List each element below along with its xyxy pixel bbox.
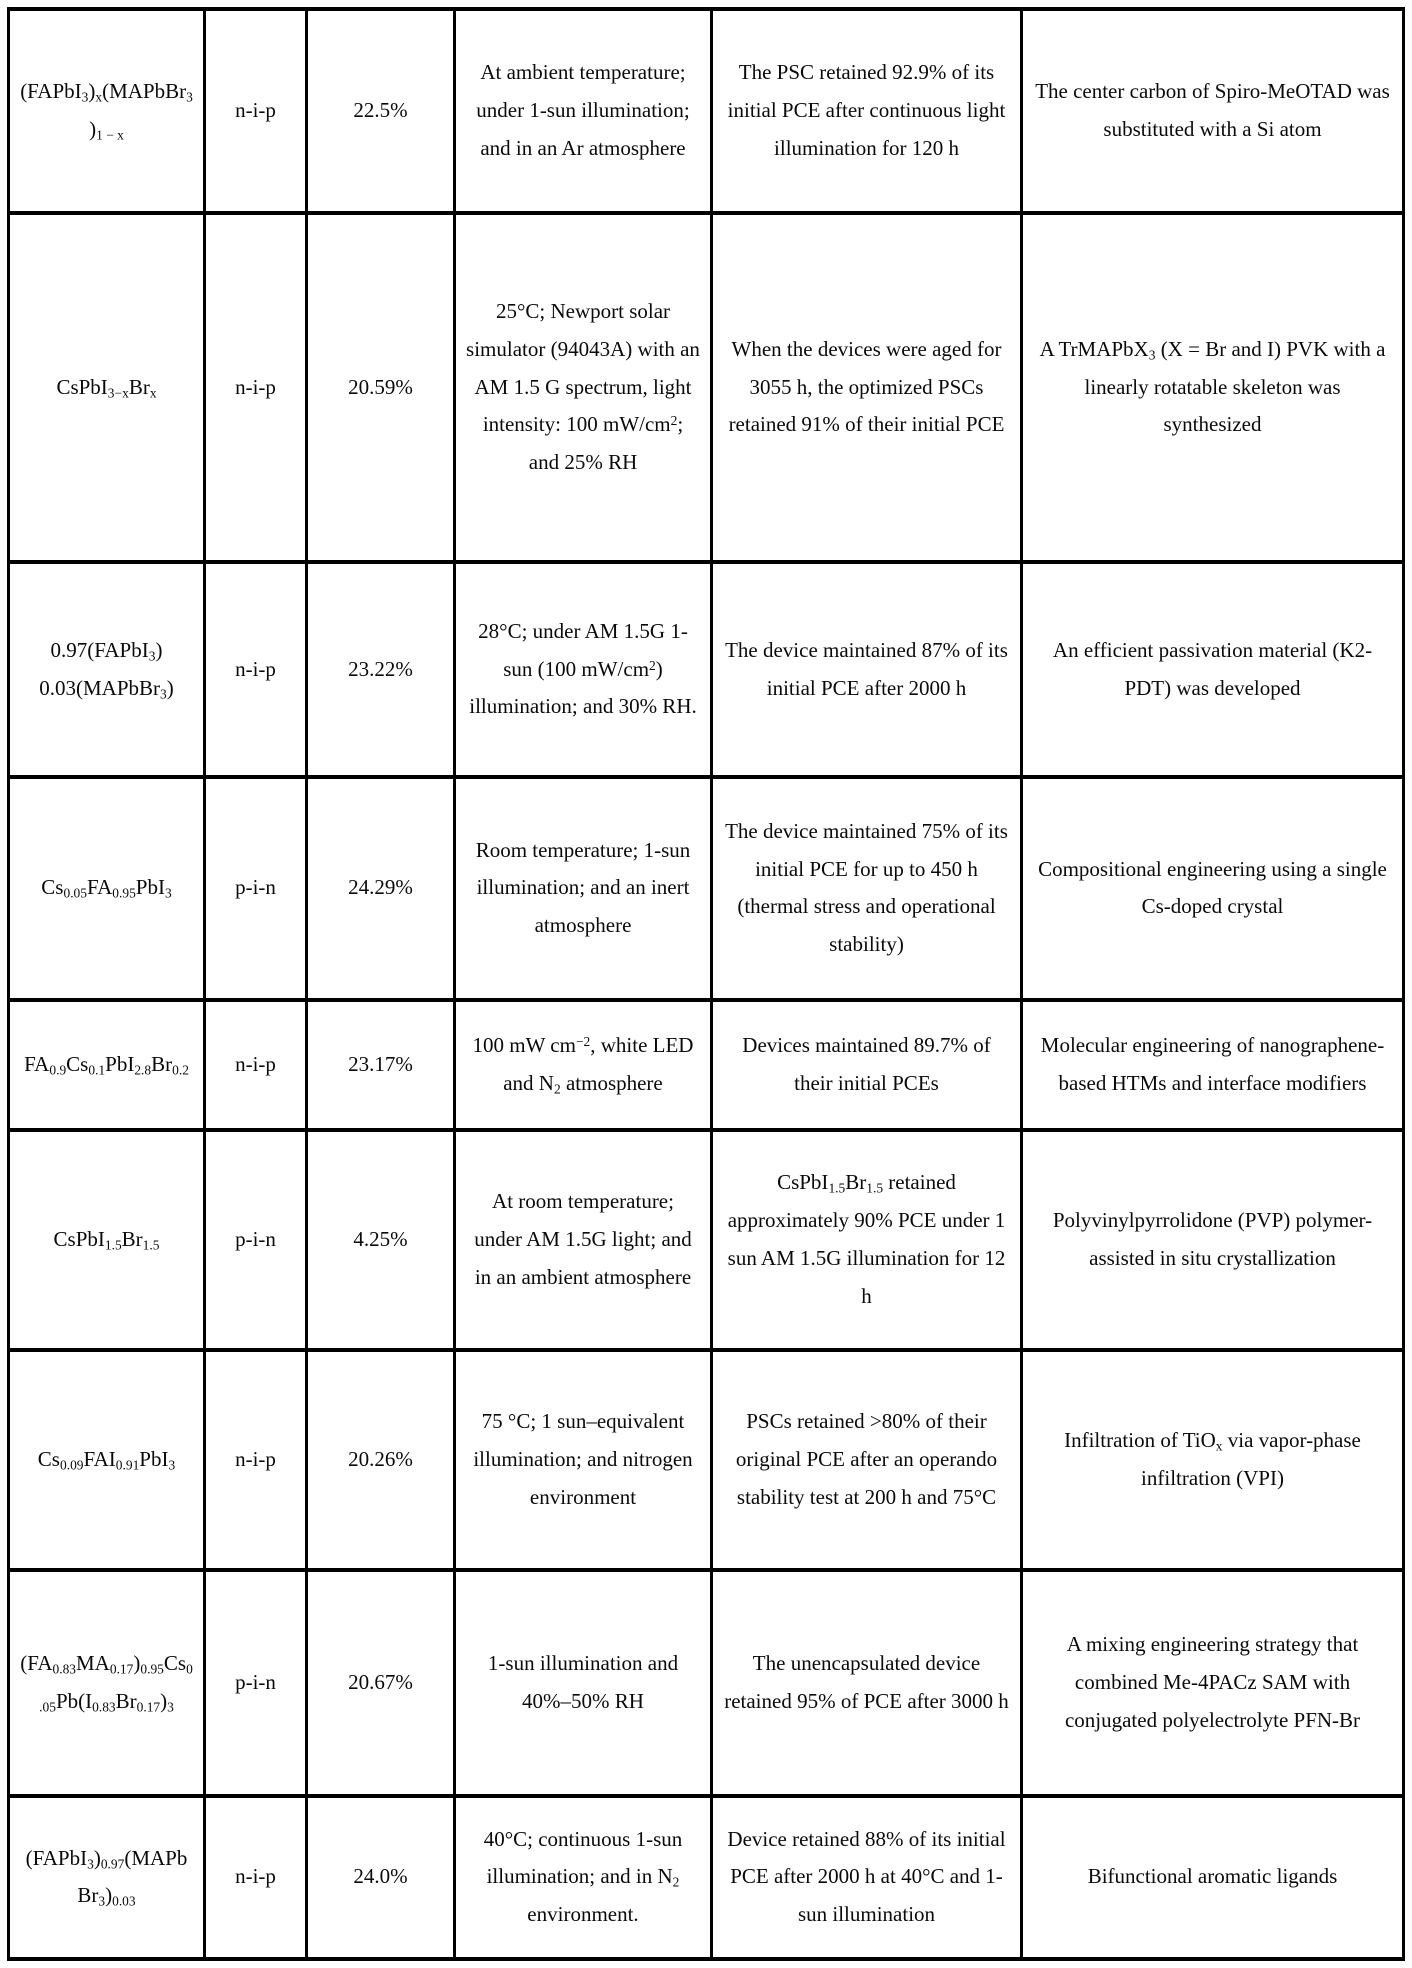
cell-approach: Infiltration of TiO$_x$ via vapor-phase infiltration (VPI) bbox=[1022, 1350, 1404, 1570]
cell-pce: 23.22% bbox=[307, 562, 455, 777]
cell-conditions: At ambient temperature; under 1-sun illumination; and in an Ar atmosphere bbox=[455, 9, 712, 213]
cell-stability: $CsPbI_{1.5}Br_{1.5}$ retained approximately 90% PCE under 1 sun AM 1.5G illumination for 12 h bbox=[712, 1130, 1022, 1350]
cell-pce: 4.25% bbox=[307, 1130, 455, 1350]
cell-structure: p-i-n bbox=[205, 1130, 307, 1350]
cell-composition: $Cs_{0.05}FA_{0.95}PbI_3$ bbox=[9, 777, 205, 999]
cell-structure: n-i-p bbox=[205, 562, 307, 777]
table-row bbox=[9, 1570, 1404, 1795]
cell-conditions: At room temperature; under AM 1.5G light; and in an ambient atmosphere bbox=[455, 1130, 712, 1350]
table-row bbox=[9, 1130, 1404, 1350]
cell-stability: When the devices were aged for 3055 h, the optimized PSCs retained 91% of their initial PCE bbox=[712, 213, 1022, 562]
cell-conditions: 40°C; continuous 1-sun illumination; and in $N_2$ environment. bbox=[455, 1796, 712, 1959]
cell-pce: 23.17% bbox=[307, 1000, 455, 1130]
cell-conditions: 75 °C; 1 sun–equivalent illumination; and nitrogen environment bbox=[455, 1350, 712, 1570]
cell-composition: $(FAPbI_3)_x(MAPbBr_3)_{1 - x}$ bbox=[9, 9, 205, 213]
cell-pce: 20.59% bbox=[307, 213, 455, 562]
cell-pce: 22.5% bbox=[307, 9, 455, 213]
cell-structure: p-i-n bbox=[205, 1570, 307, 1795]
cell-structure: n-i-p bbox=[205, 1000, 307, 1130]
cell-structure: n-i-p bbox=[205, 213, 307, 562]
cell-conditions: 28°C; under AM 1.5G 1-sun (100 $mW/cm^2$) illumination; and 30% RH. bbox=[455, 562, 712, 777]
cell-approach: A TrMAPbX$_3$ (X = Br and I) PVK with a linearly rotatable skeleton was synthesized bbox=[1022, 213, 1404, 562]
cell-structure: n-i-p bbox=[205, 1796, 307, 1959]
cell-composition: $CsPbI_{3-x}Br_x$ bbox=[9, 213, 205, 562]
cell-stability: The device maintained 87% of its initial PCE after 2000 h bbox=[712, 562, 1022, 777]
table-row bbox=[9, 777, 1404, 999]
cell-structure: n-i-p bbox=[205, 9, 307, 213]
cell-approach: Compositional engineering using a single Cs-doped crystal bbox=[1022, 777, 1404, 999]
cell-stability: Devices maintained 89.7% of their initial PCEs bbox=[712, 1000, 1022, 1130]
cell-conditions: Room temperature; 1-sun illumination; and an inert atmosphere bbox=[455, 777, 712, 999]
table-row bbox=[9, 1796, 1404, 1959]
cell-stability: PSCs retained >80% of their original PCE after an operando stability test at 200 h and 75°C bbox=[712, 1350, 1022, 1570]
table-row bbox=[9, 213, 1404, 562]
cell-structure: p-i-n bbox=[205, 777, 307, 999]
table-row bbox=[9, 1350, 1404, 1570]
cell-conditions: 100 mW $cm^{-2}$, white LED and $N_2$ atmosphere bbox=[455, 1000, 712, 1130]
table-row bbox=[9, 562, 1404, 777]
cell-approach: A mixing engineering strategy that combined Me-4PACz SAM with conjugated polyelectrolyte PFN-Br bbox=[1022, 1570, 1404, 1795]
table-row bbox=[9, 9, 1404, 213]
cell-structure: n-i-p bbox=[205, 1350, 307, 1570]
cell-composition: $FA_{0.9}Cs_{0.1}PbI_{2.8}Br_{0.2}$ bbox=[9, 1000, 205, 1130]
table-row bbox=[9, 1000, 1404, 1130]
cell-pce: 20.67% bbox=[307, 1570, 455, 1795]
cell-approach: The center carbon of Spiro-MeOTAD was substituted with a Si atom bbox=[1022, 9, 1404, 213]
cell-composition: 0.97(FAPbI$_3$) 0.03(MAPbBr$_3$) bbox=[9, 562, 205, 777]
cell-conditions: 25°C; Newport solar simulator (94043A) with an AM 1.5 G spectrum, light intensity: 100 $mW/cm^2$; and 25% RH bbox=[455, 213, 712, 562]
cell-composition: $(FAPbI_3)_{0.97}(MAPbBr_3)_{0.03}$ bbox=[9, 1796, 205, 1959]
stability-table bbox=[7, 7, 1405, 1961]
cell-approach: An efficient passivation material (K2-PDT) was developed bbox=[1022, 562, 1404, 777]
cell-composition: $(FA_{0.83}MA_{0.17})_{0.95}Cs_{0.05}Pb(I_{0.83}Br_{0.17})_3$ bbox=[9, 1570, 205, 1795]
cell-stability: The device maintained 75% of its initial PCE for up to 450 h (thermal stress and operational stability) bbox=[712, 777, 1022, 999]
cell-stability: Device retained 88% of its initial PCE after 2000 h at 40°C and 1-sun illumination bbox=[712, 1796, 1022, 1959]
cell-conditions: 1-sun illumination and 40%–50% RH bbox=[455, 1570, 712, 1795]
cell-composition: $CsPbI_{1.5}Br_{1.5}$ bbox=[9, 1130, 205, 1350]
cell-composition: $Cs_{0.09}FAI_{0.91}PbI_3$ bbox=[9, 1350, 205, 1570]
cell-pce: 24.29% bbox=[307, 777, 455, 999]
cell-stability: The PSC retained 92.9% of its initial PCE after continuous light illumination for 120 h bbox=[712, 9, 1022, 213]
cell-stability: The unencapsulated device retained 95% of PCE after 3000 h bbox=[712, 1570, 1022, 1795]
cell-approach: Bifunctional aromatic ligands bbox=[1022, 1796, 1404, 1959]
cell-pce: 20.26% bbox=[307, 1350, 455, 1570]
cell-pce: 24.0% bbox=[307, 1796, 455, 1959]
cell-approach: Molecular engineering of nanographene-based HTMs and interface modifiers bbox=[1022, 1000, 1404, 1130]
cell-approach: Polyvinylpyrrolidone (PVP) polymer-assisted in situ crystallization bbox=[1022, 1130, 1404, 1350]
